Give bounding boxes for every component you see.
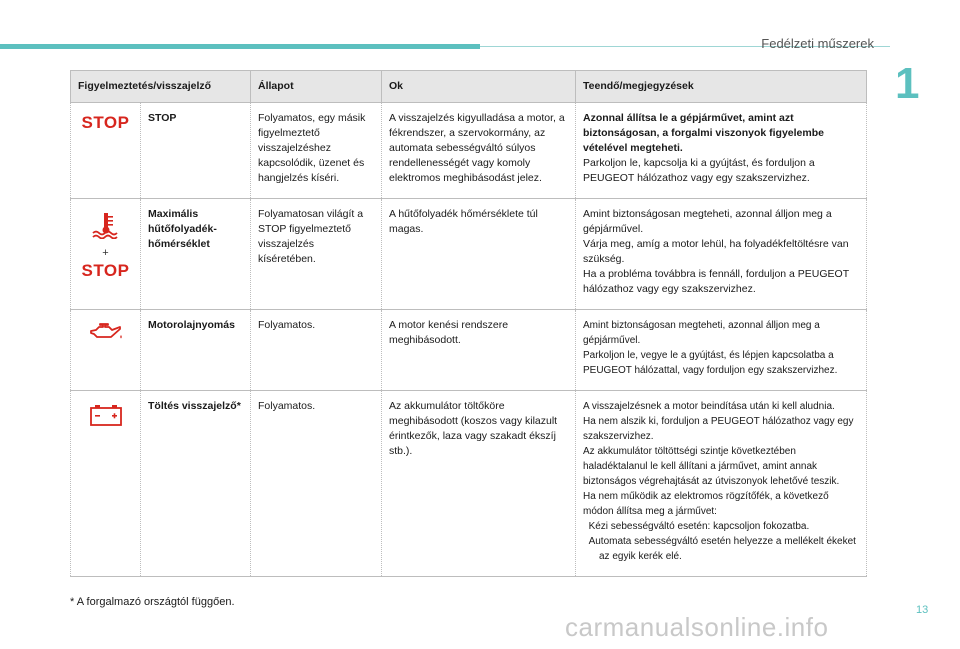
bullet-item — [583, 534, 859, 564]
icon-cell — [71, 391, 141, 577]
warning-name: Maximális hűtőfolyadék-hőmérséklet — [141, 199, 251, 310]
state-text: Folyamatos. — [251, 310, 382, 391]
warning-name: Töltés visszajelző* — [141, 391, 251, 577]
table-row — [71, 310, 867, 391]
action-text: A visszajelzésnek a motor beindítása után ki kell aludnia. Ha nem alszik ki, forduljon a PEUGEOT hálózathoz vagy egy szakszervizhez. Az akkumulátor töltöttségi szintje következtében haladéktalanul le kell állítani a járművet, amint annak biztonságos végrehajtását az útviszonyok lehetővé teszik. Ha nem működik az elektromos rögzítőfék, a következő módon állítsa meg a járművet: — [583, 401, 854, 517]
action-text: Amint biztonságosan megteheti, azonnal álljon meg a gépjárművel. Parkoljon le, vegye le a gyújtást, és lépjen kapcsolatba a PEUGEOT hálózattal, vagy forduljon egy szakszervizhez. — [576, 310, 867, 391]
stop-icon: STOP — [81, 113, 130, 132]
state-text: Folyamatosan világít a STOP figyelmeztető visszajelzés kíséretében. — [251, 199, 382, 310]
action-cell — [576, 391, 867, 577]
table-row — [71, 391, 867, 577]
header-accent-bar — [0, 44, 480, 49]
table-row — [71, 103, 867, 199]
icon-cell — [71, 103, 141, 199]
action-cell — [576, 103, 867, 199]
table-row — [71, 199, 867, 310]
stop-icon: STOP — [81, 261, 130, 280]
column-header-state: Állapot — [251, 71, 382, 103]
page-number: 13 — [916, 604, 929, 616]
cause-text: A motor kenési rendszere meghibásodott. — [382, 310, 576, 391]
cause-text: A visszajelzés kigyulladása a motor, a fékrendszer, a szervokormány, az automata sebességváltó súlyos rendellenességét vagy komoly elektromos meghibásodást jelez. — [382, 103, 576, 199]
icon-cell — [71, 199, 141, 310]
warning-name: STOP — [141, 103, 251, 199]
section-title: Fedélzeti műszerek — [761, 36, 874, 51]
watermark: carmanualsonline.info — [565, 612, 829, 642]
state-text: Folyamatos, egy másik figyelmeztető visszajelzéshez kapcsolódik, üzenet és hangjelzés kíséri. — [251, 103, 382, 199]
coolant-temperature-icon — [91, 211, 121, 239]
footnote: * A forgalmazó országtól függően. — [70, 596, 235, 608]
column-header-warning: Figyelmeztetés/visszajelző — [71, 71, 251, 103]
column-header-cause: Ok — [382, 71, 576, 103]
battery-charge-icon — [89, 403, 123, 427]
state-text: Folyamatos. — [251, 391, 382, 577]
column-header-action: Teendő/megjegyzések — [576, 71, 867, 103]
cause-text: Az akkumulátor töltőköre meghibásodott (koszos vagy kilazult érintkezők, laza vagy szakadt ékszíj stb.). — [382, 391, 576, 577]
action-emphasis: Azonnal állítsa le a gépjárművet, amint azt biztonságosan, a forgalmi viszonyok figyelembe vételével megteheti. — [583, 112, 824, 154]
action-text: Parkoljon le, kapcsolja ki a gyújtást, és forduljon a PEUGEOT hálózathoz vagy egy szakszervizhez. — [583, 157, 815, 184]
oil-pressure-icon — [88, 322, 124, 342]
bullet-text: Automata sebességváltó esetén helyezze a mellékelt ékeket az egyik kerék elé. — [588, 536, 856, 562]
warning-name: Motorolajnyomás — [141, 310, 251, 391]
bullet-text: Kézi sebességváltó esetén: kapcsoljon fokozatba. — [588, 521, 810, 532]
icon-cell — [71, 310, 141, 391]
bullet-item — [583, 519, 859, 534]
cause-text: A hűtőfolyadék hőmérséklete túl magas. — [382, 199, 576, 310]
warning-lights-table — [70, 70, 867, 577]
plus-sign: + — [102, 247, 109, 259]
chapter-number: 1 — [895, 59, 920, 108]
table-header-row — [71, 71, 867, 103]
action-text: Amint biztonságosan megteheti, azonnal álljon meg a gépjárművel. Várja meg, amíg a motor lehül, ha folyadékfeltöltésre van szükség. Ha a probléma továbbra is fennáll, forduljon a PEUGEOT hálózathoz vagy egy szakszervizhez. — [576, 199, 867, 310]
